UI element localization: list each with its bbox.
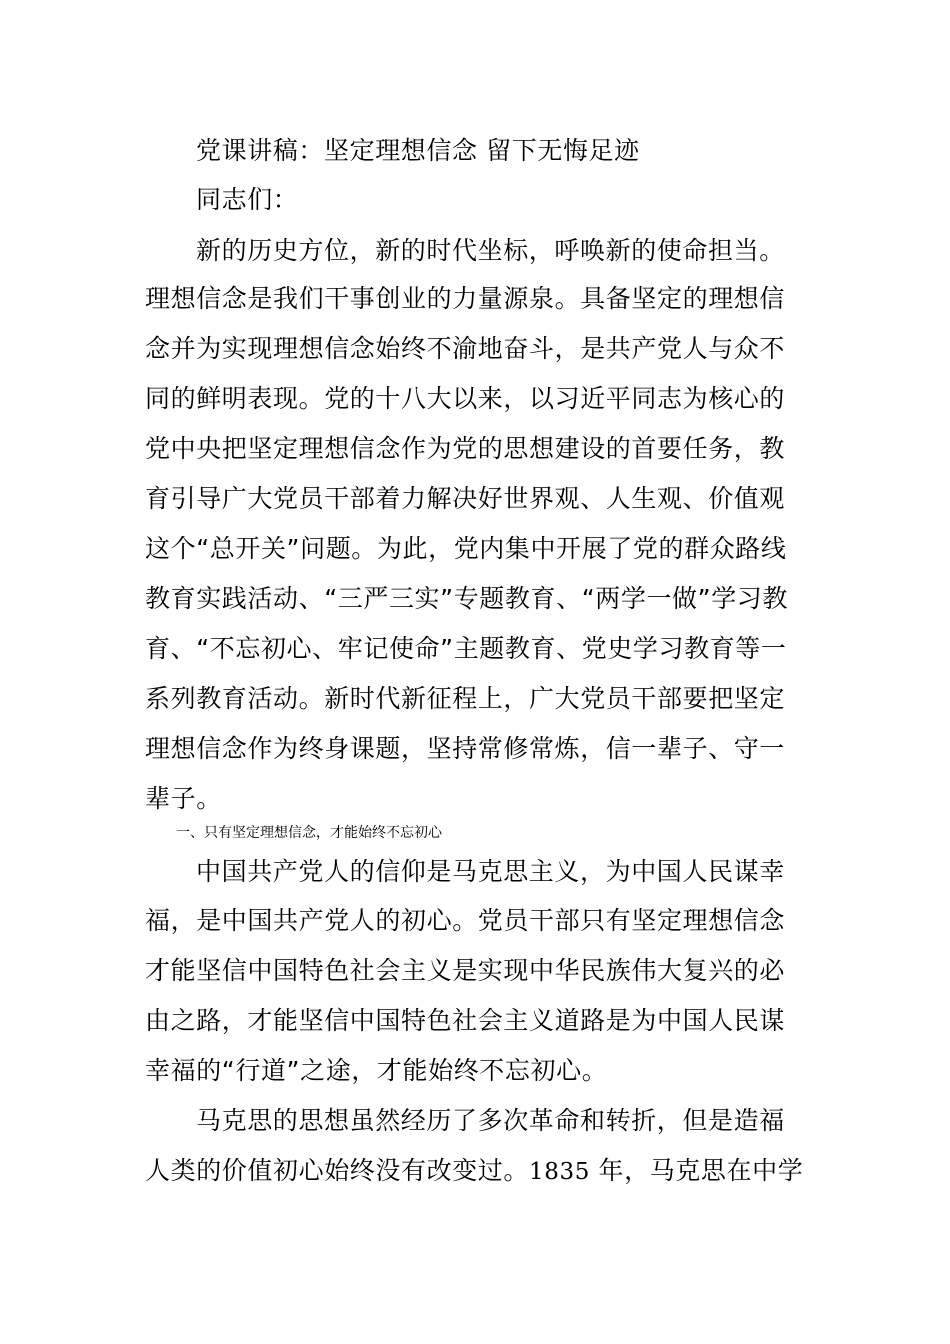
- paragraph-line: [145, 1156, 825, 1187]
- intro-line: 育引导广大党员干部着力解决好世界观、人生观、价值观: [145, 484, 786, 513]
- intro-line: 教育实践活动、“三严三实”专题教育、“两学一做”学习教: [145, 584, 789, 613]
- intro-line: 育、“不忘初心、牢记使命”主题教育、党史学习教育等一: [145, 634, 787, 663]
- document-title: 党课讲稿：坚定理想信念 留下无悔足迹: [196, 136, 640, 165]
- section-line: 中国共产党人的信仰是马克思主义，为中国人民谋幸: [196, 857, 785, 886]
- intro-line: 同的鲜明表现。党的十八大以来，以习近平同志为核心的: [145, 384, 786, 413]
- paragraph-line: 马克思的思想虽然经历了多次革命和转折，但是造福: [196, 1106, 785, 1135]
- section-heading: 一、只有坚定理想信念，才能始终不忘初心: [176, 825, 442, 841]
- section-line: 福，是中国共产党人的初心。党员干部只有坚定理想信念: [145, 906, 786, 935]
- year-number: 1835: [529, 1159, 590, 1185]
- paragraph-text: 人类的价值初心始终没有改变过。: [145, 1156, 530, 1185]
- intro-line: 党中央把坚定理想信念作为党的思想建设的首要任务，教: [145, 434, 786, 463]
- section-line: 由之路，才能坚信中国特色社会主义道路是为中国人民谋: [145, 1006, 786, 1035]
- paragraph-text: 年，马克思在中学: [589, 1156, 804, 1185]
- intro-line: 理想信念是我们干事创业的力量源泉。具备坚定的理想信: [145, 284, 786, 313]
- intro-line: 系列教育活动。新时代新征程上，广大党员干部要把坚定: [145, 684, 786, 713]
- intro-line: 这个“总开关”问题。为此，党内集中开展了党的群众路线: [145, 534, 787, 563]
- intro-line: 辈子。: [145, 784, 222, 813]
- intro-line: 新的历史方位，新的时代坐标，呼唤新的使命担当。: [196, 236, 785, 265]
- salutation: 同志们：: [196, 185, 299, 214]
- intro-line: 理想信念作为终身课题，坚持常修常炼，信一辈子、守一: [145, 734, 786, 763]
- section-line: 才能坚信中国特色社会主义是实现中华民族伟大复兴的必: [145, 956, 786, 985]
- intro-line: 念并为实现理想信念始终不渝地奋斗，是共产党人与众不: [145, 334, 786, 363]
- section-line: 幸福的“行道”之途，才能始终不忘初心。: [145, 1056, 608, 1085]
